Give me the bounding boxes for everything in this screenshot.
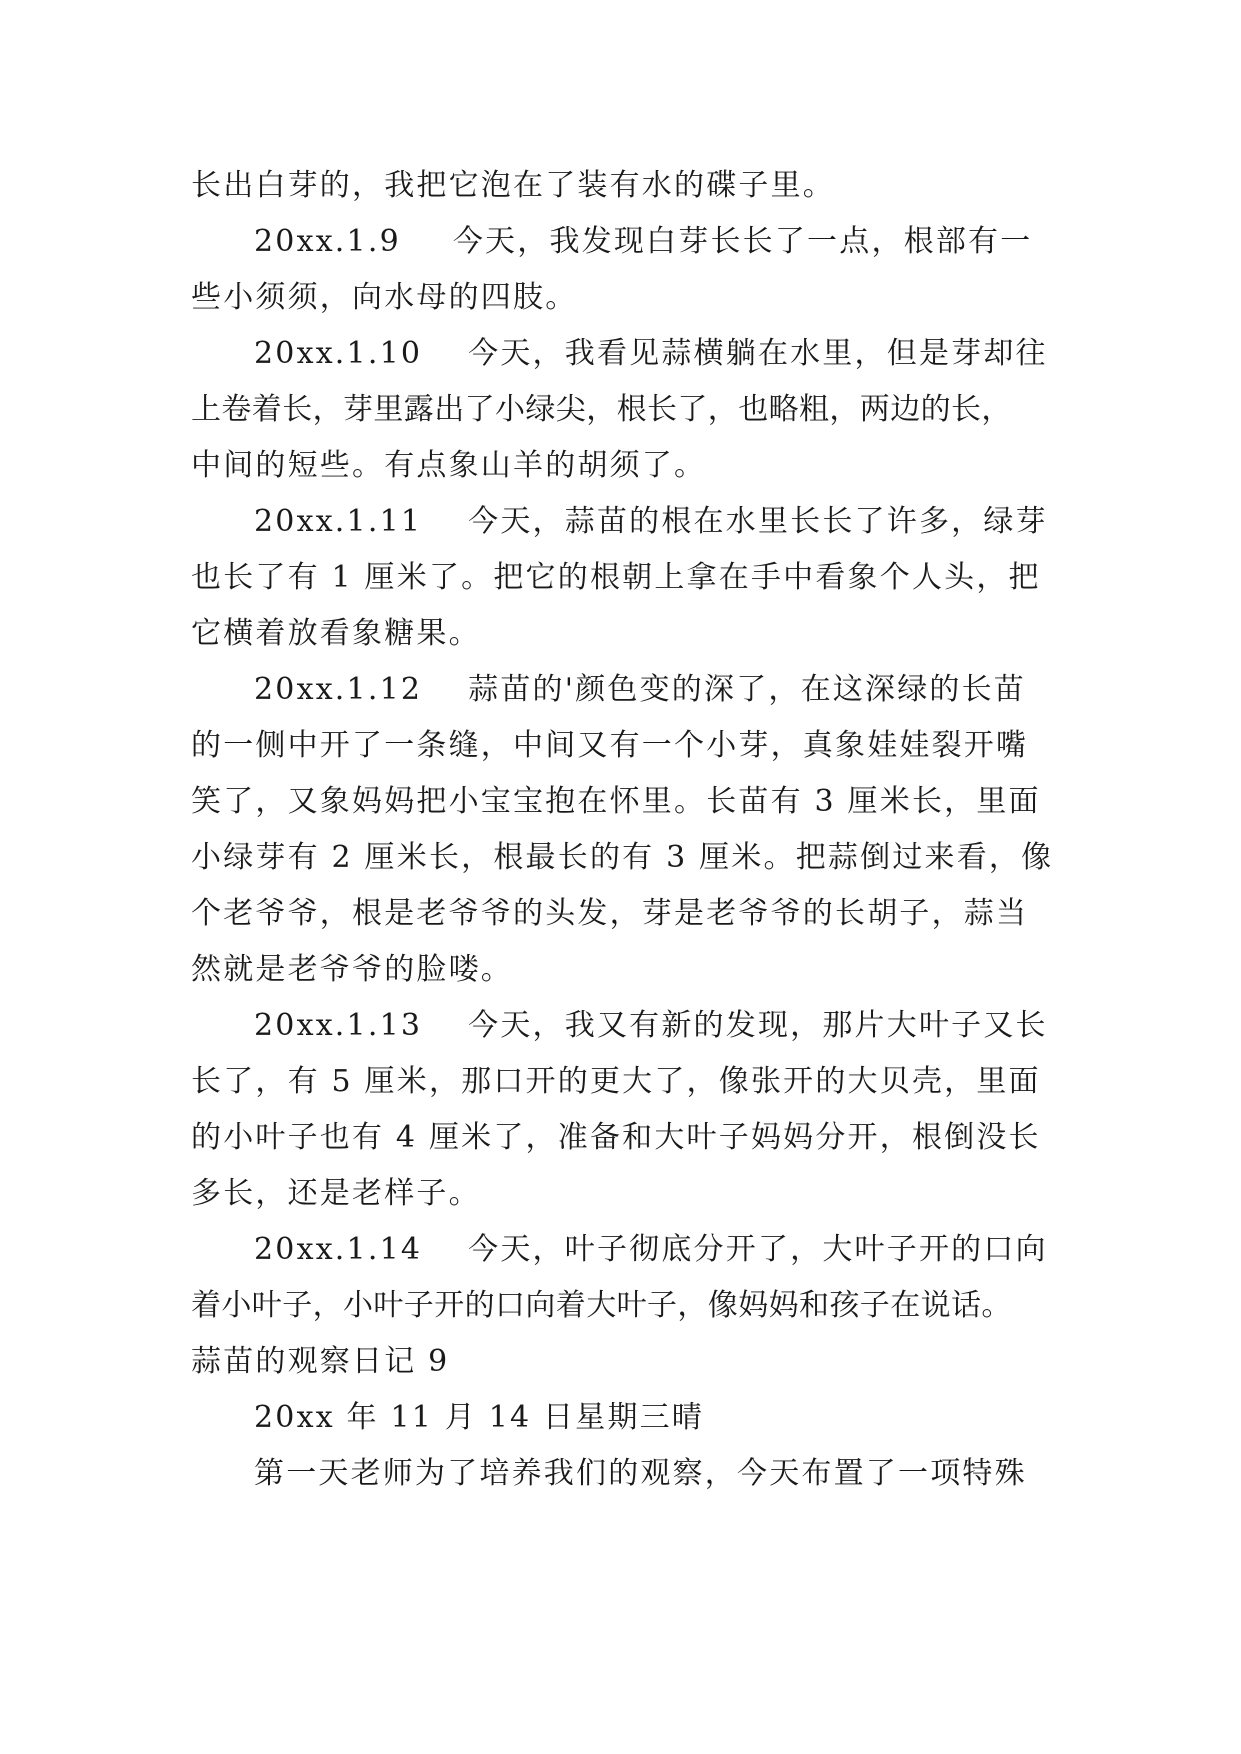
text-line: 第一天老师为了培养我们的观察，今天布置了一项特殊 bbox=[254, 1456, 1027, 1491]
text-line: 长出白芽的，我把它泡在了装有水的碟子里。 bbox=[191, 168, 835, 203]
entry-line bbox=[254, 1230, 1114, 1270]
text-line: 着小叶子，小叶子开的口向着大叶子，像妈妈和孩子在说话。 bbox=[191, 1288, 1012, 1323]
entry-text: 蒜苗的'颜色变的深了，在这深绿的长苗 bbox=[468, 672, 1027, 707]
text-line: 笑了，又象妈妈把小宝宝抱在怀里。长苗有 3 厘米长，里面 bbox=[191, 784, 1041, 819]
text-line: 些小须须，向水母的四肢。 bbox=[191, 280, 578, 315]
entry-line bbox=[254, 222, 1114, 262]
entry-line bbox=[254, 670, 1114, 710]
text-line: 也长了有 1 厘米了。把它的根朝上拿在手中看象个人头，把 bbox=[191, 560, 1041, 595]
entry-text: 今天，我看见蒜横躺在水里，但是芽却往 bbox=[468, 336, 1048, 371]
text-line: 然就是老爷爷的脸喽。 bbox=[191, 952, 513, 987]
text-line: 它横着放看象糖果。 bbox=[191, 616, 481, 651]
entry-line bbox=[254, 334, 1114, 374]
entry-date: 20xx.1.14 bbox=[254, 1232, 423, 1267]
text-line: 的小叶子也有 4 厘米了，准备和大叶子妈妈分开，根倒没长 bbox=[191, 1120, 1041, 1155]
text-line: 的一侧中开了一条缝，中间又有一个小芽，真象娃娃裂开嘴 bbox=[191, 728, 1029, 763]
entry-line bbox=[254, 1006, 1114, 1046]
entry-date: 20xx.1.9 bbox=[254, 224, 401, 259]
entry-date: 20xx.1.11 bbox=[254, 504, 423, 539]
text-line: 小绿芽有 2 厘米长，根最长的有 3 厘米。把蒜倒过来看，像 bbox=[191, 840, 1054, 875]
section-heading: 蒜苗的观察日记 9 bbox=[191, 1344, 450, 1379]
text-line: 长了，有 5 厘米，那口开的更大了，像张开的大贝壳，里面 bbox=[191, 1064, 1041, 1099]
text-line: 多长，还是老样子。 bbox=[191, 1176, 481, 1211]
entry-text: 今天，蒜苗的根在水里长长了许多，绿芽 bbox=[468, 504, 1048, 539]
entry-line bbox=[254, 502, 1114, 542]
entry-text: 今天，我又有新的发现，那片大叶子又长 bbox=[468, 1008, 1048, 1043]
entry-date: 20xx.1.12 bbox=[254, 672, 423, 707]
entry-date: 20xx.1.13 bbox=[254, 1008, 423, 1043]
text-line: 上卷着长，芽里露出了小绿尖，根长了，也略粗，两边的长， bbox=[191, 392, 1012, 427]
text-line: 中间的短些。有点象山羊的胡须了。 bbox=[191, 448, 707, 483]
entry-text: 今天，我发现白芽长长了一点，根部有一 bbox=[452, 224, 1033, 259]
diary-date-line: 20xx 年 11 月 14 日星期三晴 bbox=[254, 1400, 705, 1435]
entry-text: 今天，叶子彻底分开了，大叶子开的口向 bbox=[468, 1232, 1048, 1267]
text-line: 个老爷爷，根是老爷爷的头发，芽是老爷爷的长胡子，蒜当 bbox=[191, 896, 1029, 931]
entry-date: 20xx.1.10 bbox=[254, 336, 423, 371]
